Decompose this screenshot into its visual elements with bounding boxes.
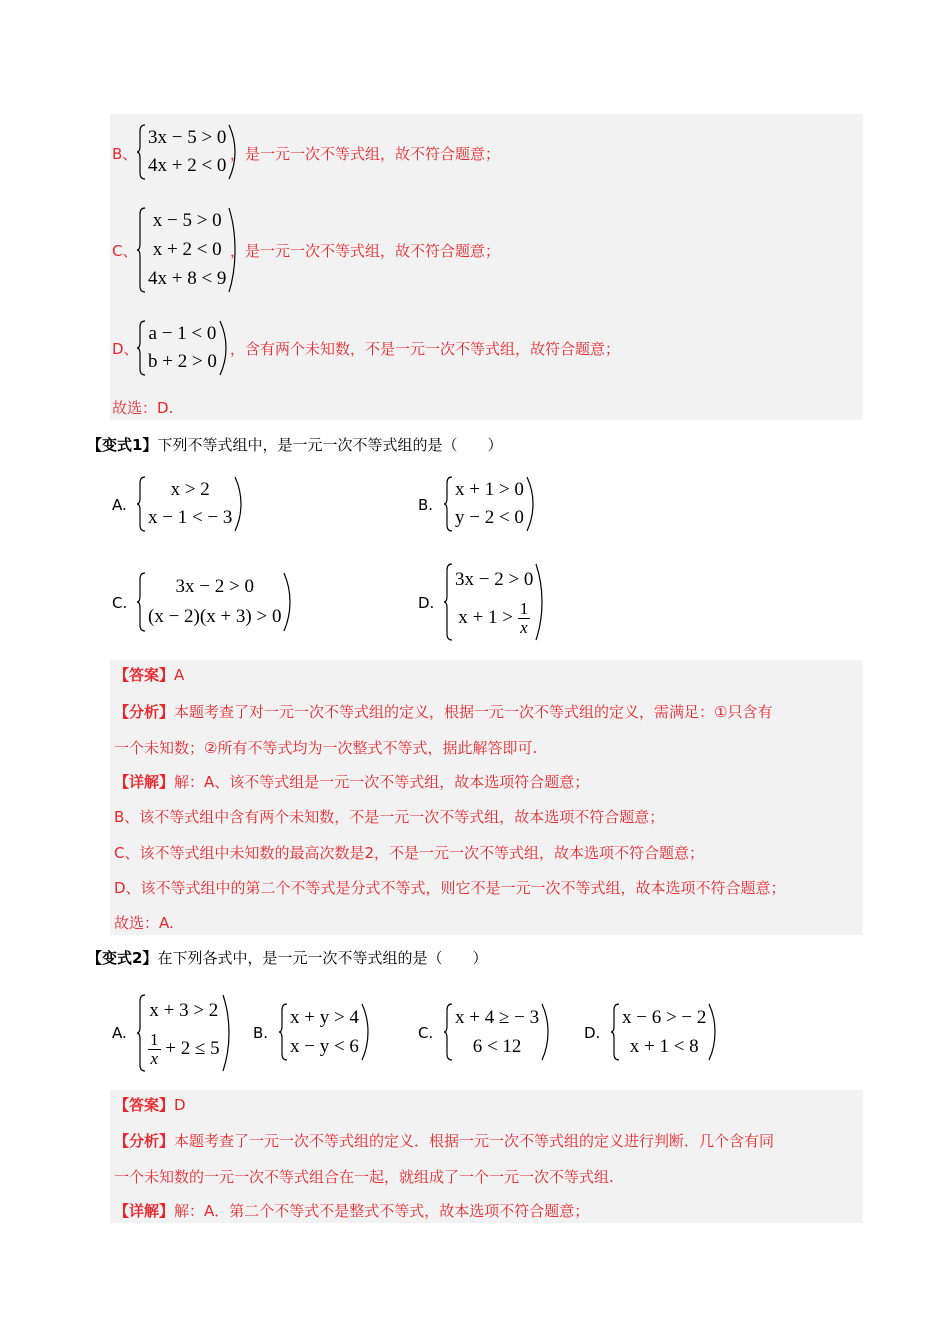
variant1-question-text: 下列不等式组中，是一元一次不等式组的是（ ） [157,436,503,454]
v1-answer-value: A [174,666,185,684]
variant2-question [87,948,487,968]
v1-detail-a: 解：A、该不等式组是一元一次不等式组，故本选项符合题意； [174,773,590,791]
system-b [136,124,236,180]
v2-option-c-label: C. [418,1024,434,1042]
v2-system-b [278,1003,369,1061]
right-paren [535,563,543,641]
fraction-denominator: x [150,1049,159,1069]
variant2-question-text: 在下列各式中，是一元一次不等式组的是（ ） [157,949,488,967]
v1-detail-c: C、该不等式组中未知数的最高次数是2，不是一元一次不等式组，故本选项不符合题意； [114,844,705,862]
v1-analysis [114,702,772,722]
right-paren [219,320,227,376]
option-c-label: C、 [112,242,138,260]
v1-system-b-line-1: x + 1 > 0 [455,479,524,500]
v2-system-b-line-1: x + y > 4 [290,1006,359,1028]
option-c-text: ，是一元一次不等式组，故不符合题意； [230,242,501,260]
v1-system-d-line-2-left: x + 1 > [458,607,513,629]
fraction [148,1031,161,1068]
v1-conclusion: 故选：A. [114,914,174,932]
v1-option-a-label: A. [112,496,127,514]
v1-system-b-line-2: y − 2 < 0 [455,507,524,528]
right-paren [708,1003,716,1061]
v2-system-a-line-1: x + 3 > 2 [149,999,219,1021]
v1-system-a [136,476,242,532]
v2-detail-tag: 【详解】 [114,1202,175,1220]
option-b-label: B、 [112,145,138,163]
v2-system-d-line-2: x + 1 < 8 [629,1035,699,1057]
option-d-label: D、 [112,340,139,358]
left-brace [136,320,146,376]
v1-option-c-label: C. [112,594,128,612]
variant1-tag: 【变式1】 [87,436,158,454]
v1-detail-tag: 【详解】 [114,773,175,791]
right-paren [234,476,242,532]
right-paren [526,476,534,532]
left-brace [136,207,146,293]
v2-system-b-line-2: x − y < 6 [290,1035,359,1057]
v1-system-c-line-1: 3x − 2 > 0 [175,576,254,597]
right-paren [541,1003,549,1061]
v2-option-a-label: A. [112,1024,127,1042]
v2-system-c-line-1: x + 4 ≥ − 3 [455,1006,540,1028]
left-brace [278,1003,288,1061]
v1-system-b [443,476,534,532]
v2-detail [114,1201,589,1221]
v2-system-a-line-2 [148,1031,220,1068]
system-d-line-1: a − 1 < 0 [148,323,217,344]
v2-analysis [114,1131,774,1151]
system-c-line-3: 4x + 8 < 9 [148,267,227,289]
v2-analysis-line-2: 一个未知数的一元一次不等式组合在一起，就组成了一个一元一次不等式组. [114,1168,614,1186]
v2-system-d [610,1003,716,1061]
v2-detail-a: 解：A．第二个不等式不是整式不等式，故本选项不符合题意； [174,1202,590,1220]
v2-option-d-label: D. [584,1024,601,1042]
system-b-line-1: 3x − 5 > 0 [148,127,227,148]
v1-detail-b: B、该不等式组中含有两个未知数，不是一元一次不等式组，故本选项不符合题意； [114,808,665,826]
v2-system-d-line-1: x − 6 > − 2 [622,1006,707,1028]
v2-answer-value: D [174,1096,186,1114]
left-brace [136,124,146,180]
v1-answer-tag: 【答案】 [114,666,175,684]
system-c-line-2: x + 2 < 0 [152,238,222,260]
v1-analysis-tag: 【分析】 [114,703,175,721]
right-paren [283,572,291,632]
conclusion-top: 故选：D. [112,399,174,417]
v1-analysis-line-1: 本题考查了对一元一次不等式组的定义，根据一元一次不等式组的定义，需满足：①只含有 [174,703,773,721]
v1-system-d-line-1: 3x − 2 > 0 [455,568,534,590]
right-paren [361,1003,369,1061]
v1-analysis-line-2: 一个未知数；②所有不等式均为一次整式不等式，据此解答即可. [114,739,538,757]
left-brace [443,476,453,532]
variant2-tag: 【变式2】 [87,949,158,967]
v1-system-d-line-2 [455,600,533,637]
system-c-line-1: x − 5 > 0 [152,210,222,232]
system-b-line-2: 4x + 2 < 0 [148,155,227,176]
left-brace [136,994,146,1072]
v1-system-a-line-1: x > 2 [170,479,210,500]
fraction-denominator: x [520,618,528,638]
option-d-text: ，含有两个未知数，不是一元一次不等式组，故符合题意； [230,340,621,358]
v1-system-c-line-2: (x − 2)(x + 3) > 0 [148,606,282,627]
system-c [136,207,236,293]
left-brace [136,572,146,632]
v2-option-b-label: B. [253,1024,269,1042]
v1-answer [114,665,184,685]
option-b-text: ，是一元一次不等式组，故不符合题意； [230,145,501,163]
v2-system-a-line-2-right: + 2 ≤ 5 [165,1038,220,1060]
v2-system-a [136,994,230,1072]
v2-answer [114,1095,186,1115]
left-brace [443,1003,453,1061]
v1-system-d [443,563,543,641]
v2-analysis-line-1: 本题考查了一元一次不等式组的定义．根据一元一次不等式组的定义进行判断．几个含有同 [174,1132,775,1150]
v1-option-b-label: B. [418,496,434,514]
system-d-line-2: b + 2 > 0 [148,351,217,372]
fraction [518,600,531,637]
v2-system-c [443,1003,549,1061]
fraction-numerator: 1 [150,1030,159,1050]
v2-system-c-line-2: 6 < 12 [472,1035,522,1057]
v1-detail-d: D、该不等式组中的第二个不等式是分式不等式，则它不是一元一次不等式组，故本选项不符合题意； [114,879,786,897]
variant1-question [87,435,502,455]
left-brace [610,1003,620,1061]
right-paren [222,994,230,1072]
fraction-numerator: 1 [519,599,529,619]
v1-option-d-label: D. [418,594,435,612]
left-brace [443,563,453,641]
v1-system-c [136,572,291,632]
v2-analysis-tag: 【分析】 [114,1132,175,1150]
v2-answer-tag: 【答案】 [114,1096,175,1114]
left-brace [136,476,146,532]
v1-system-a-line-2: x − 1 < − 3 [148,507,233,528]
v1-detail [114,772,589,792]
system-d [136,320,227,376]
